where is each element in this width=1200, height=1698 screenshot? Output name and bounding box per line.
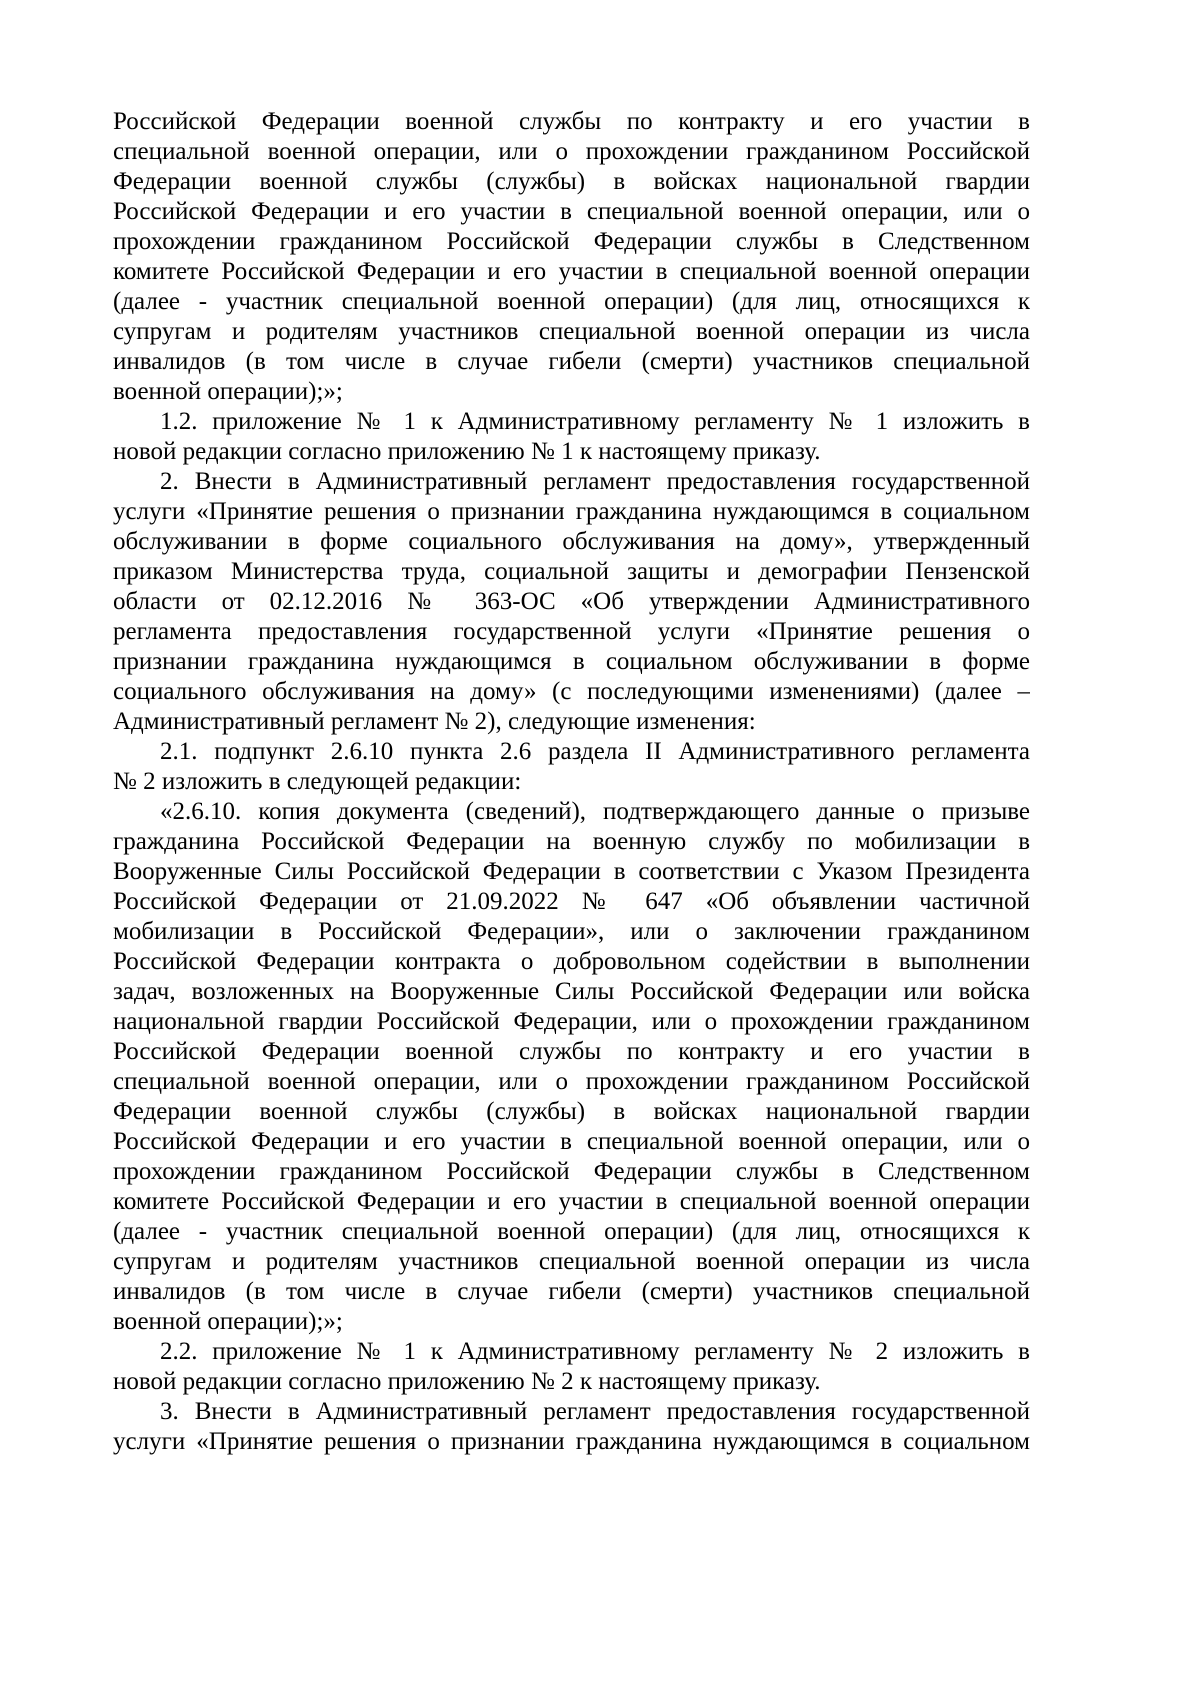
text-line: признании гражданина нуждающимся в социальном обслуживании в форме bbox=[113, 648, 1030, 675]
text-line: национальной гвардии Российской Федерации, или о прохождении гражданином bbox=[113, 1008, 1030, 1035]
text-line: Административный регламент № 2), следующие изменения: bbox=[113, 708, 756, 735]
text-line: гражданина Российской Федерации на военную службу по мобилизации в bbox=[113, 828, 1030, 855]
text-line: супругам и родителям участников специальной военной операции из числа bbox=[113, 1248, 1030, 1275]
paragraph bbox=[113, 1397, 1030, 1457]
text-line: 3. Внести в Административный регламент предоставления государственной bbox=[160, 1398, 1030, 1425]
text-line: социального обслуживания на дому» (с последующими изменениями) (далее – bbox=[113, 678, 1030, 705]
text-line: новой редакции согласно приложению № 1 к настоящему приказу. bbox=[113, 438, 821, 465]
text-line: обслуживании в форме социального обслуживания на дому», утвержденный bbox=[113, 528, 1030, 555]
text-line: специальной военной операции, или о прохождении гражданином Российской bbox=[113, 1068, 1030, 1095]
text-line: инвалидов (в том числе в случае гибели (смерти) участников специальной bbox=[113, 1278, 1030, 1305]
text-line: супругам и родителям участников специальной военной операции из числа bbox=[113, 318, 1030, 345]
text-line: Российской Федерации военной службы по контракту и его участии в bbox=[113, 108, 1030, 135]
text-line: 2.2. приложение № 1 к Административному регламенту № 2 изложить в bbox=[160, 1338, 1030, 1365]
text-line: задач, возложенных на Вооруженные Силы Российской Федерации или войска bbox=[113, 978, 1030, 1005]
text-line: военной операции);»; bbox=[113, 378, 343, 405]
paragraph bbox=[113, 107, 1030, 407]
text-line: (далее - участник специальной военной операции) (для лиц, относящихся к bbox=[113, 1218, 1030, 1245]
paragraph bbox=[113, 407, 1030, 467]
text-line: Российской Федерации военной службы по контракту и его участии в bbox=[113, 1038, 1030, 1065]
text-line: прохождении гражданином Российской Федерации службы в Следственном bbox=[113, 228, 1030, 255]
text-line: области от 02.12.2016 № 363-ОС «Об утверждении Административного bbox=[113, 588, 1030, 615]
paragraph bbox=[113, 1337, 1030, 1397]
text-line: услуги «Принятие решения о признании гражданина нуждающимся в социальном bbox=[113, 498, 1030, 525]
text-line: Федерации военной службы (службы) в войсках национальной гвардии bbox=[113, 1098, 1030, 1125]
text-line: специальной военной операции, или о прохождении гражданином Российской bbox=[113, 138, 1030, 165]
text-line: комитете Российской Федерации и его участии в специальной военной операции bbox=[113, 1188, 1030, 1215]
text-line: 2. Внести в Административный регламент предоставления государственной bbox=[160, 468, 1030, 495]
text-line: 2.1. подпункт 2.6.10 пункта 2.6 раздела II Административного регламента bbox=[160, 738, 1030, 765]
text-line: инвалидов (в том числе в случае гибели (смерти) участников специальной bbox=[113, 348, 1030, 375]
text-line: Российской Федерации контракта о добровольном содействии в выполнении bbox=[113, 948, 1030, 975]
text-line: комитете Российской Федерации и его участии в специальной военной операции bbox=[113, 258, 1030, 285]
text-line: услуги «Принятие решения о признании гражданина нуждающимся в социальном bbox=[113, 1428, 1030, 1455]
text-line: Российской Федерации от 21.09.2022 № 647 «Об объявлении частичной bbox=[113, 888, 1030, 915]
text-line: мобилизации в Российской Федерации», или о заключении гражданином bbox=[113, 918, 1030, 945]
text-line: «2.6.10. копия документа (сведений), подтверждающего данные о призыве bbox=[160, 798, 1030, 825]
text-line: Федерации военной службы (службы) в войсках национальной гвардии bbox=[113, 168, 1030, 195]
text-line: Вооруженные Силы Российской Федерации в соответствии с Указом Президента bbox=[113, 858, 1030, 885]
document-body bbox=[113, 107, 1030, 1457]
text-line: Российской Федерации и его участии в специальной военной операции, или о bbox=[113, 198, 1030, 225]
text-line: Российской Федерации и его участии в специальной военной операции, или о bbox=[113, 1128, 1030, 1155]
paragraph bbox=[113, 467, 1030, 737]
text-line: новой редакции согласно приложению № 2 к настоящему приказу. bbox=[113, 1368, 821, 1395]
paragraph bbox=[113, 737, 1030, 797]
text-line: регламента предоставления государственной услуги «Принятие решения о bbox=[113, 618, 1030, 645]
text-line: 1.2. приложение № 1 к Административному регламенту № 1 изложить в bbox=[160, 408, 1030, 435]
text-line: приказом Министерства труда, социальной защиты и демографии Пензенской bbox=[113, 558, 1030, 585]
text-line: прохождении гражданином Российской Федерации службы в Следственном bbox=[113, 1158, 1030, 1185]
text-line: (далее - участник специальной военной операции) (для лиц, относящихся к bbox=[113, 288, 1030, 315]
text-line: военной операции);»; bbox=[113, 1308, 343, 1335]
text-line: № 2 изложить в следующей редакции: bbox=[113, 768, 522, 795]
paragraph bbox=[113, 797, 1030, 1337]
